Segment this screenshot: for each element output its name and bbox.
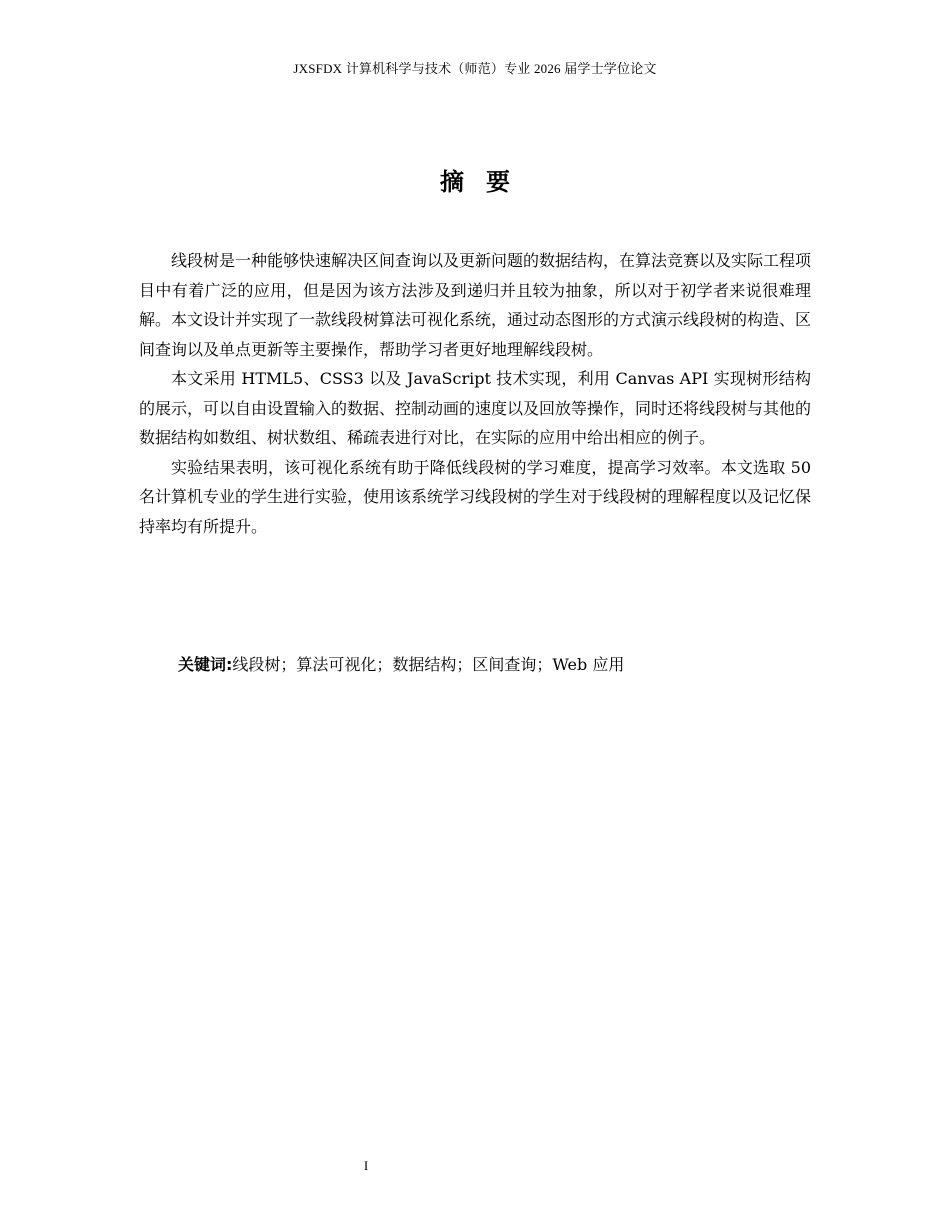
abstract-title: 摘要 <box>440 168 532 196</box>
abstract-paragraph-1: 线段树是一种能够快速解决区间查询以及更新问题的数据结构，在算法竞赛以及实际工程项目中有着广泛的应用，但是因为该方法涉及到递归并且较为抽象，所以对于初学者来说很难理解。本文设计并实现了一款线段树算法可视化系统，通过动态图形的方式演示线段树的构造、区间查询以及单点更新等主要操作，帮助学习者更好地理解线段树。 <box>139 251 812 359</box>
running-header: JXSFDX 计算机科学与技术（师范）专业 2026 届学士学位论文 <box>293 61 657 76</box>
abstract-paragraph-2: 本文采用 HTML5、CSS3 以及 JavaScript 技术实现，利用 Canvas API 实现树形结构的展示，可以自由设置输入的数据、控制动画的速度以及回放等操作，同时还将线段树与其他的数据结构如数组、树状数组、稀疏表进行对比，在实际的应用中给出相应的例子。 <box>139 369 812 447</box>
abstract-paragraph-3: 实验结果表明，该可视化系统有助于降低线段树的学习难度，提高学习效率。本文选取 50 名计算机专业的学生进行实验，使用该系统学习线段树的学生对于线段树的理解程度以及记忆保持率均有所提升。 <box>139 457 812 536</box>
keywords-line <box>178 652 624 678</box>
keywords-label: 关键词: <box>178 655 233 674</box>
page-number: I <box>363 1158 369 1173</box>
keywords-text: 线段树；算法可视化；数据结构；区间查询；Web 应用 <box>232 655 625 674</box>
abstract-body <box>139 246 811 541</box>
